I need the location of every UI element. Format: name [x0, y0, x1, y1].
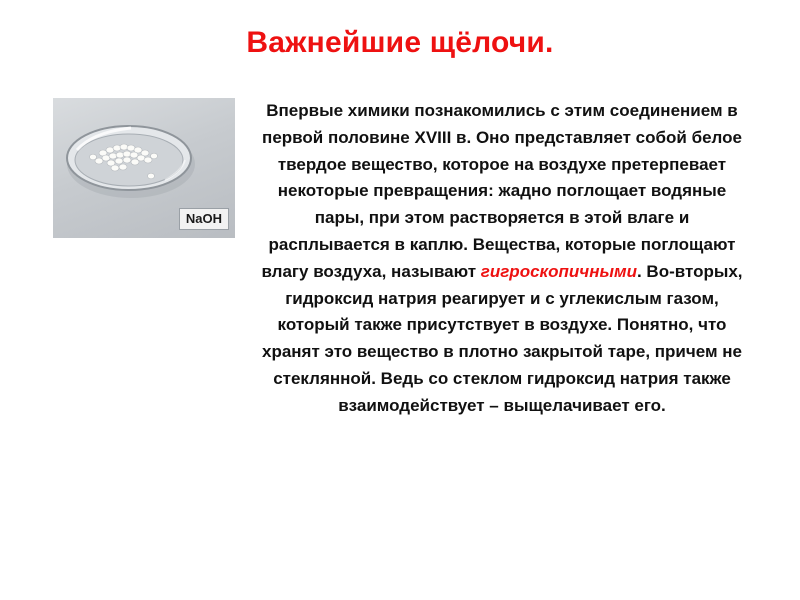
- paragraph-text-before: Впервые химики познакомились с этим соединением в первой половине XVIII в. Оно представляет собой белое твердое вещество, которое на воздухе претерпевает некоторые превращения: жадно поглощает водяные пары, при этом растворяется в этой влаге и расплывается в каплю. Вещества, которые поглощают влагу воздуха, называют: [261, 101, 742, 281]
- naoh-photo: [53, 98, 235, 238]
- paragraph-text-after: . Во-вторых, гидроксид натрия реагирует и с углекислым газом, который также присутствует в воздухе. Понятно, что хранят это вещество в плотно закрытой таре, причем не стеклянной. Ведь со стеклом гидроксид натрия также взаимодействует – выщелачивает его.: [262, 261, 743, 415]
- naoh-label: NaOH: [179, 208, 229, 230]
- highlighted-term: гигроскопичными: [480, 261, 637, 281]
- body-paragraph: [258, 98, 746, 420]
- slide-title: Важнейшие щёлочи.: [246, 26, 554, 59]
